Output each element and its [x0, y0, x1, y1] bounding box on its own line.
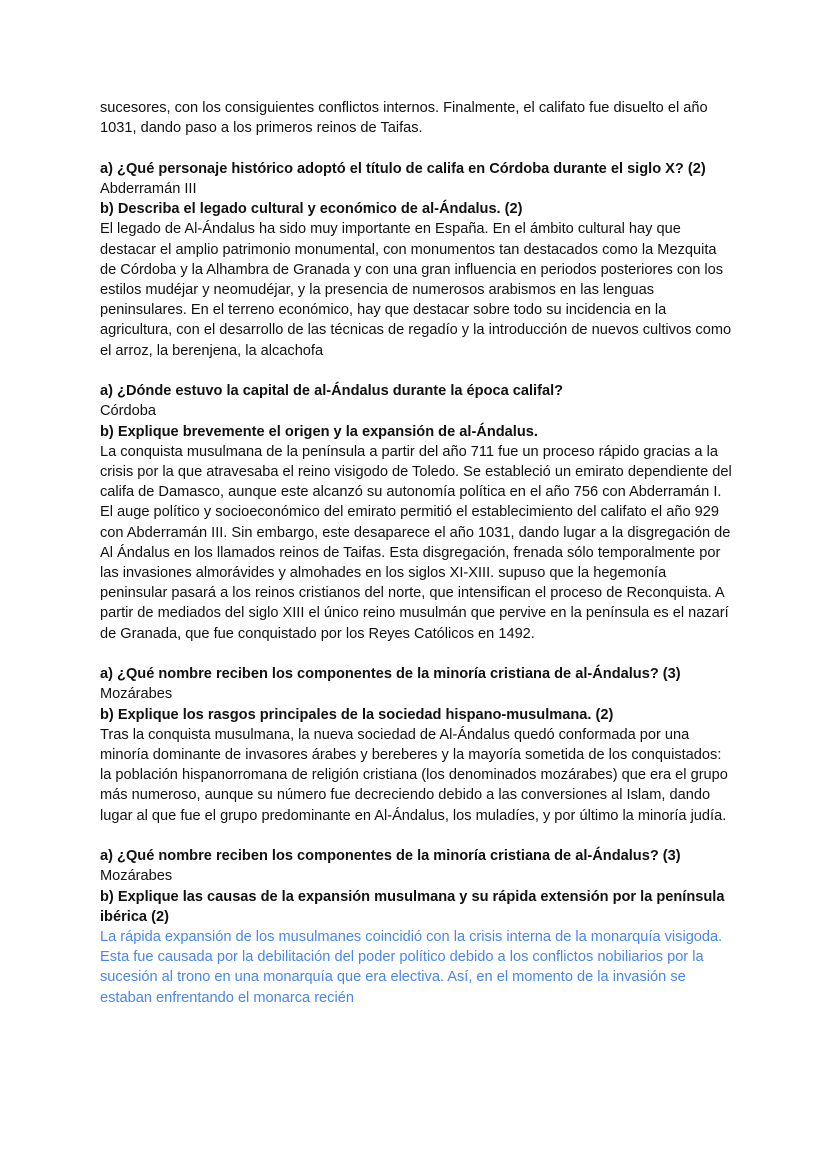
question-a: a) ¿Qué nombre reciben los componentes de la minoría cristiana de al-Ándalus? (3)	[100, 848, 681, 865]
qa-section-3	[100, 664, 736, 826]
answer-b-highlighted: La rápida expansión de los musulmanes coincidió con la crisis interna de la monarquía visigoda. Esta fue causada por la debilitación del poder político debido a los conflictos nobiliarios por la sucesión al trono en una monarquía que era electiva. Así, en el momento de la invasión se estaban enfrentando el monarca recién	[100, 929, 723, 1006]
question-a: a) ¿Dónde estuvo la capital de al-Ándalus durante la época califal?	[100, 383, 564, 400]
answer-a: Mozárabes	[100, 686, 173, 703]
answer-b: El legado de Al-Ándalus ha sido muy importante en España. En el ámbito cultural hay que destacar el amplio patrimonio monumental, con monumentos tan destacados como la Mezquita de Córdoba y la Alhambra de Granada y con una gran influencia en periodos posteriores con los estilos mudéjar y neomudéjar, y la presencia de numerosos arabismos en las lenguas peninsulares. En el terreno económico, hay que destacar sobre todo su incidencia en la agricultura, con el desarrollo de las técnicas de regadío y la introducción de nuevos cultivos como el arroz, la berenjena, la alcachofa	[100, 221, 732, 359]
qa-section-4	[100, 846, 736, 1008]
question-b: b) Explique los rasgos principales de la sociedad hispano-musulmana. (2)	[100, 706, 614, 723]
intro-paragraph: sucesores, con los consiguientes conflictos internos. Finalmente, el califato fue disuelto el año 1031, dando paso a los primeros reinos de Taifas.	[100, 100, 708, 137]
question-b: b) Explique brevemente el origen y la expansión de al-Ándalus.	[100, 423, 538, 440]
qa-section-1	[100, 159, 736, 361]
question-a: a) ¿Qué nombre reciben los componentes de la minoría cristiana de al-Ándalus? (3)	[100, 666, 681, 683]
answer-b: Tras la conquista musulmana, la nueva sociedad de Al-Ándalus quedó conformada por una minoría dominante de invasores árabes y bereberes y la mayoría sometida de los conquistados: la población hispanorromana de religión cristiana (los denominados mozárabes) que era el grupo más numeroso, aunque su número fue decreciendo debido a las conversiones al Islam, dando lugar al que fue el grupo predominante en Al-Ándalus, los muladíes, y por último la minoría judía.	[100, 726, 728, 824]
qa-section-2	[100, 381, 736, 644]
document-page	[100, 98, 736, 1008]
question-b: b) Explique las causas de la expansión musulmana y su rápida extensión por la península ibérica (2)	[100, 888, 725, 925]
answer-a: Abderramán III	[100, 181, 197, 197]
question-b: b) Describa el legado cultural y económico de al-Ándalus. (2)	[100, 201, 523, 218]
question-a: a) ¿Qué personaje histórico adoptó el título de califa en Córdoba durante el siglo X? (2)	[100, 160, 706, 177]
answer-a: Mozárabes	[100, 868, 173, 885]
answer-a: Córdoba	[100, 403, 156, 420]
answer-b: La conquista musulmana de la península a partir del año 711 fue un proceso rápido gracias a la crisis por la que atravesaba el reino visigodo de Toledo. Se estableció un emirato dependiente del califa de Damasco, aunque este alcanzó su autonomía política en el año 756 con Abderramán I. El auge político y socioeconómico del emirato permitió el establecimiento del califato el año 929 con Abderramán III. Sin embargo, este desaparece el año 1031, dando lugar a la disgregación de Al Ándalus en los llamados reinos de Taifas. Esta disgregación, frenada sólo temporalmente por las invasiones almorávides y almohades en los siglos XI-XIII. supuso que la hegemonía peninsular pasará a los reinos cristianos del norte, que intensifican el proceso de Reconquista. A partir de mediados del siglo XIII el único reino musulmán que pervive en la península es el nazarí de Granada, que fue conquistado por los Reyes Católicos en 1492.	[100, 443, 732, 642]
